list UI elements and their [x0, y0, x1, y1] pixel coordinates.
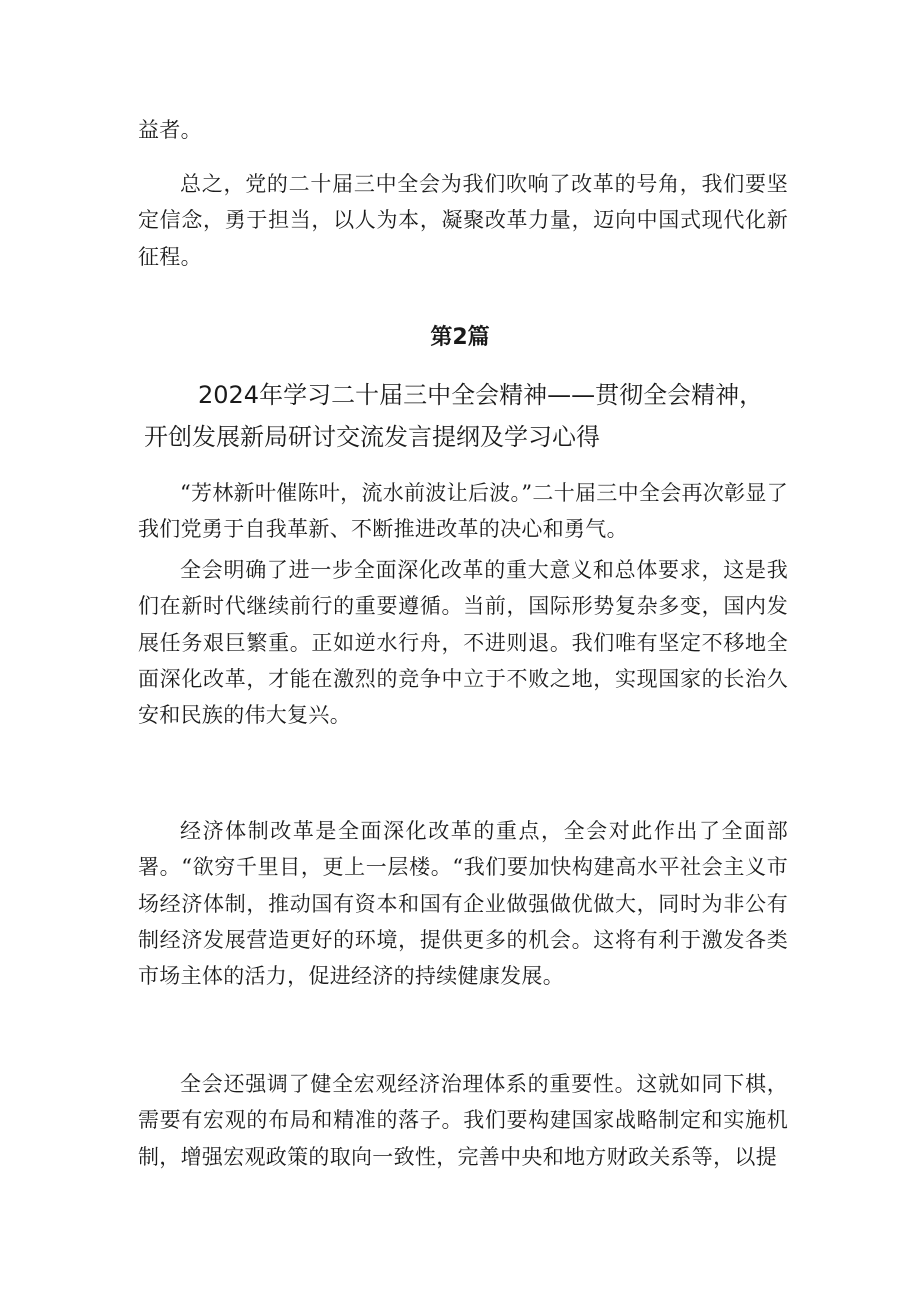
section-label: 第2篇 [430, 325, 490, 350]
fragment-paragraph: 益者。 [138, 118, 202, 142]
body-paragraph: 全会还强调了健全宏观经济治理体系的重要性。这就如同下棋，需要有宏观的布局和精准的落子。我们要构建国家战略制定和实施机制，增强宏观政策的取向一致性，完善中央和地方财政关系等，以提 [138, 1072, 788, 1169]
title-line-1: 2024年学习二十届三中全会精神——贯彻全会精神， [198, 381, 764, 409]
title-line-2: 开创发展新局研讨交流发言提纲及学习心得 [144, 423, 600, 451]
body-paragraph: “芳林新叶催陈叶，流水前波让后波。”二十届三中全会再次彰显了我们党勇于自我革新、不断推进改革的决心和勇气。 [138, 481, 788, 542]
article-title [138, 374, 818, 458]
body-paragraph: 经济体制改革是全面深化改革的重点，全会对此作出了全面部署。“欲穷千里目，更上一层楼。“我们要加快构建高水平社会主义市场经济体制，推动国有资本和国有企业做强做优做大，同时为非公有制经济发展营造更好的环境，提供更多的机会。这将有利于激发各类市场主体的活力，促进经济的持续健康发展。 [138, 819, 788, 989]
closing-paragraph: 总之，党的二十届三中全会为我们吹响了改革的号角，我们要坚定信念，勇于担当，以人为本，凝聚改革力量，迈向中国式现代化新征程。 [138, 172, 788, 269]
body-paragraph: 全会明确了进一步全面深化改革的重大意义和总体要求，这是我们在新时代继续前行的重要遵循。当前，国际形势复杂多变，国内发展任务艰巨繁重。正如逆水行舟，不进则退。我们唯有坚定不移地全面深化改革，才能在激烈的竞争中立于不败之地，实现国家的长治久安和民族的伟大复兴。 [138, 558, 788, 728]
